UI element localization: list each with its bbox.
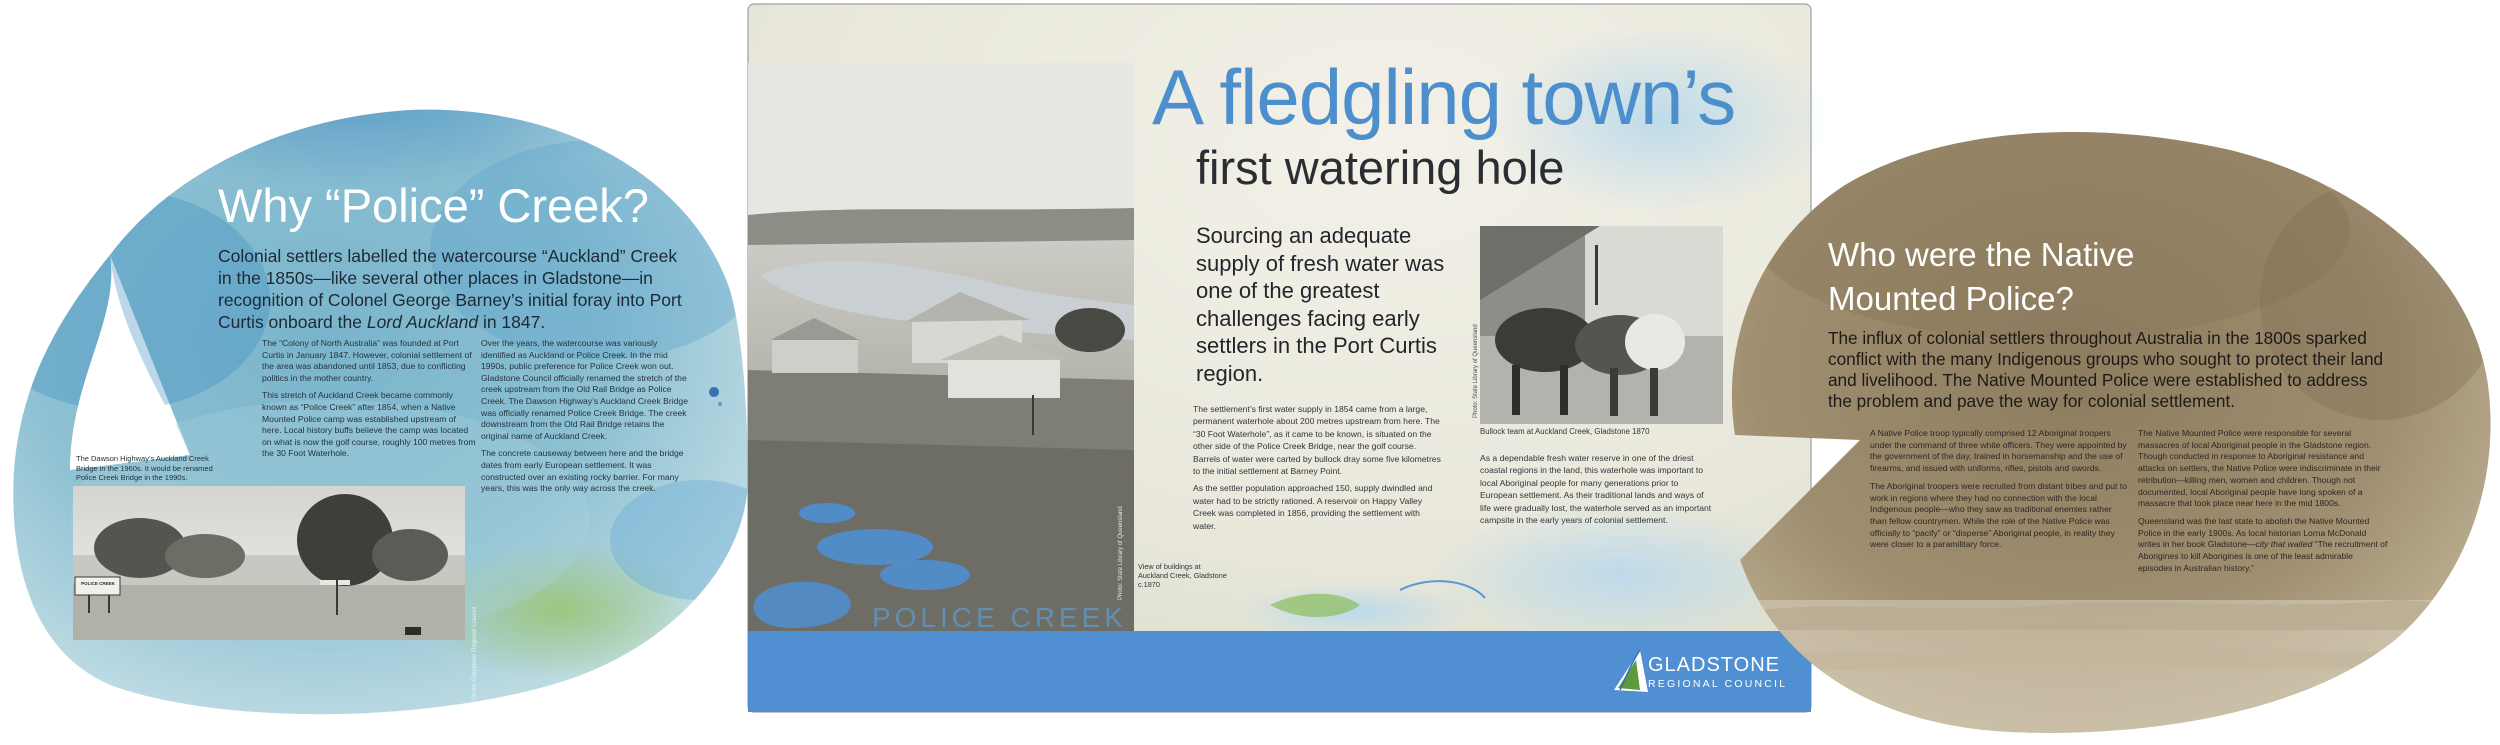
center-title-line2: first watering hole bbox=[1196, 141, 1565, 194]
center-photo-credit: Photo: State Library of Queensland bbox=[1118, 506, 1124, 600]
right-col2-p1: The Native Mounted Police were responsible for several massacres of local Aboriginal people in the Gladstone region. Though conducted in response to Aboriginal resistance and attacks on settlers, the Native Police were indiscriminate in their retribution—killing men, women and children. Though not documented, local Aboriginal people have long spoken of a massacre that took place near here in the mid 1800s. bbox=[2138, 428, 2381, 509]
center-col1 bbox=[1193, 403, 1445, 537]
center-title-line1: A fledgling town’s bbox=[1152, 53, 1736, 141]
right-col2-p2 bbox=[2138, 516, 2388, 575]
left-photo bbox=[73, 486, 465, 640]
logo-name: GLADSTONE bbox=[1648, 654, 1780, 676]
left-photo-caption: The Dawson Highway’s Auckland Creek Bridge in the 1960s. It would be renamed Police Creek Bridge in the 1990s. bbox=[76, 454, 213, 482]
left-col1-p1: The “Colony of North Australia” was founded at Port Curtis in January 1847. However, colonial settlement of the area was abandoned until 1853, due to conflicting politics in the mother country. bbox=[262, 338, 472, 383]
left-intro-part-b: in 1847. bbox=[478, 312, 546, 332]
left-intro-ship: Lord Auckland bbox=[366, 312, 479, 332]
right-col1-p2: The Aboriginal troopers were recruited from distant tribes and put to work in regions where they had no connection with the local Indigenous people—who they saw as traditional enemies rather than fellow countrymen. While the role of the Native Police was officially to “pacify” or “disperse” Aboriginal people, in reality they were closer to a paramilitary force. bbox=[1870, 480, 2127, 550]
left-photo-sign: POLICE CREEK bbox=[81, 581, 115, 586]
right-panel-title: Who were the Native Mounted Police? bbox=[1828, 236, 2135, 317]
left-photo-credit: Photo: Gladstone Regional Council bbox=[472, 606, 478, 700]
bullock-photo bbox=[1480, 226, 1723, 424]
center-col2 bbox=[1480, 452, 1712, 531]
center-col1-p2: As the settler population approached 150, supply dwindled and water had to be strictly rationed. A reservoir on Happy Valley Creek was completed in 1856, providing the settlement with water. bbox=[1193, 483, 1433, 531]
right-col2-p2-post: “The recruitment of Aborigines to kill Aborigines is one of the least admirable episodes in Australian history.” bbox=[2138, 539, 2388, 573]
center-col2-p1: As a dependable fresh water reserve in one of the driest coastal regions in the land, this waterhole was important to local Aboriginal people for many generations prior to European settlement. As their traditional lands and ways of life were gradually lost, the waterhole served as an important campsite in the early years of colonial settlement. bbox=[1480, 453, 1712, 526]
right-panel-intro: The influx of colonial settlers throughout Australia in the 1800s sparked conflict with the many Indigenous groups who sought to protect their land and livelihood. The Native Mounted Police were established to address the problem and pave the way for colonial settlement. bbox=[1828, 328, 2384, 411]
bullock-photo-credit: Photo: State Library of Queensland bbox=[1473, 324, 1479, 418]
left-col2-p2: The concrete causeway between here and the bridge dates from early European settlement. It was constructed over an existing rocky barrier. For many years, this was the only way across the creek. bbox=[481, 448, 684, 494]
left-intro-part-a: Colonial settlers labelled the watercourse “Auckland” Creek in the 1850s—like several other places in Gladstone—in recognition of Colonel George Barney’s initial foray into Port Curtis onboard the bbox=[218, 246, 682, 332]
right-col2 bbox=[2138, 428, 2388, 580]
logo-sub: REGIONAL COUNCIL bbox=[1648, 678, 1788, 690]
center-photo-caption: View of buildings at Auckland Creek, Gladstone c.1870 bbox=[1138, 562, 1227, 590]
left-panel-intro bbox=[218, 245, 688, 333]
left-col1 bbox=[262, 338, 477, 466]
center-photo bbox=[748, 63, 1134, 631]
left-col2-p1: Over the years, the watercourse was variously identified as Auckland or Police Creek. In the mid 1990s, public preference for Police Creek won out. Gladstone Council officially renamed the stretch of the creek upstream from the Old Rail Bridge as Police Creek. The Dawson Highway’s Auckland Creek Bridge was officially renamed Police Creek Bridge. The creek downstream from the Old Rail Bridge retains the original name of Auckland Creek. bbox=[481, 338, 688, 441]
center-col1-p1: The settlement’s first water supply in 1854 came from a large, permanent waterhole about 200 metres upstream from here. The “30 Foot Waterhole”, as it came to be known, is situated on the other side of the Police Creek Bridge, near the golf course. Barrels of water were carted by bullock dray some five kilometres to the initial settlement at Barney Point. bbox=[1193, 404, 1441, 477]
left-panel-title: Why “Police” Creek? bbox=[218, 179, 649, 232]
gladstone-logo bbox=[1648, 654, 1787, 690]
left-col2 bbox=[481, 338, 691, 501]
right-col2-p2-book: city that waited bbox=[2255, 539, 2313, 550]
bullock-photo-caption: Bullock team at Auckland Creek, Gladstone 1870 bbox=[1480, 427, 1650, 436]
left-col1-p2: This stretch of Auckland Creek became commonly known as “Police Creek” after 1854, when a Native Mounted Police camp was established upstream of here. Local history buffs believe the camp was located on what is now the golf course, roughly 100 metres from the 30 Foot Waterhole. bbox=[262, 390, 476, 459]
right-col2-p2-pre: Queensland was the last state to abolish the Native Mounted Police in the early 1900s. As local historian Lorna McDonald writes in her book Gladstone— bbox=[2138, 515, 2370, 550]
center-intro: Sourcing an adequate supply of fresh water was one of the greatest challenges facing early settlers in the Port Curtis region. bbox=[1196, 223, 1445, 386]
right-col1-p1: A Native Police troop typically comprised 12 Aboriginal troopers under the command of three white officers. They were appointed by the government of the day, trained in horsemanship and the use of firearms, and issued with uniforms, rifles, pistols and swords. bbox=[1870, 428, 2127, 474]
right-col1 bbox=[1870, 428, 2128, 557]
creek-watermark: POLICE CREEK bbox=[872, 602, 1127, 633]
